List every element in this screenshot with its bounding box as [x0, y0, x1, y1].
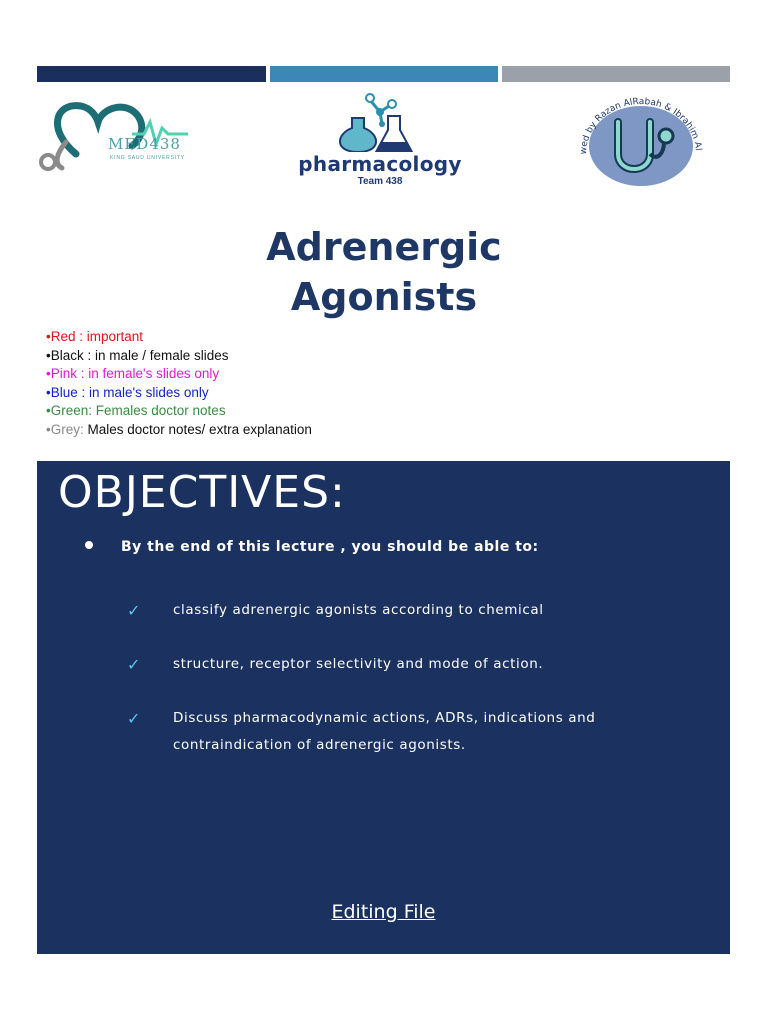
legend-item-black: •Black : in male / female slides — [46, 347, 229, 363]
document-title — [200, 222, 568, 322]
header-bar-grey — [502, 66, 730, 82]
legend-item-red: •Red : important — [46, 329, 144, 344]
bullet-icon — [85, 541, 93, 549]
objectives-heading: OBJECTIVES: — [58, 467, 346, 518]
header-bar-blue — [270, 66, 498, 82]
stethoscope-heart-icon — [36, 94, 196, 174]
objectives-panel — [37, 461, 730, 954]
editing-file-link[interactable]: Editing File — [331, 901, 436, 923]
pharmacology-logo — [284, 90, 484, 190]
header-bars — [37, 66, 730, 82]
objective-text: Discuss pharmacodynamic actions, ADRs, indications and contraindication of adrenergic agonists. — [173, 710, 596, 753]
header-bar-navy — [37, 66, 266, 82]
legend-item-blue: •Blue : in male's slides only — [46, 384, 209, 400]
title-line-1: Adrenergic — [266, 225, 502, 269]
stethoscope-icon — [578, 92, 704, 192]
flask-molecule-icon — [284, 90, 484, 152]
legend-item-green: •Green: Females doctor notes — [46, 403, 226, 418]
check-icon: ✓ — [127, 709, 142, 728]
reviewed-logo — [578, 92, 704, 192]
university-text: KING SAUD UNIVERSITY — [110, 155, 185, 161]
med438-text: MED438 — [108, 135, 181, 153]
legend-item-pink: •Pink : in female's slides only — [46, 366, 220, 381]
pharmacology-text: pharmacology — [298, 152, 462, 176]
objectives-intro: By the end of this lecture , you should be able to: — [85, 539, 539, 555]
check-icon: ✓ — [127, 601, 142, 620]
check-icon: ✓ — [127, 655, 142, 674]
reviewed-text: wed by Razan AlRabah & Ibrahim Al — [578, 96, 703, 155]
color-legend — [46, 328, 312, 439]
objective-text: structure, receptor selectivity and mode of action. — [173, 656, 544, 672]
med438-logo — [36, 94, 196, 174]
title-line-2: Agonists — [290, 275, 478, 319]
legend-item-grey: •Grey: Males doctor notes/ extra explanation — [46, 421, 312, 437]
objective-text: classify adrenergic agonists according to chemical — [173, 602, 544, 618]
team-text: Team 438 — [357, 176, 403, 187]
